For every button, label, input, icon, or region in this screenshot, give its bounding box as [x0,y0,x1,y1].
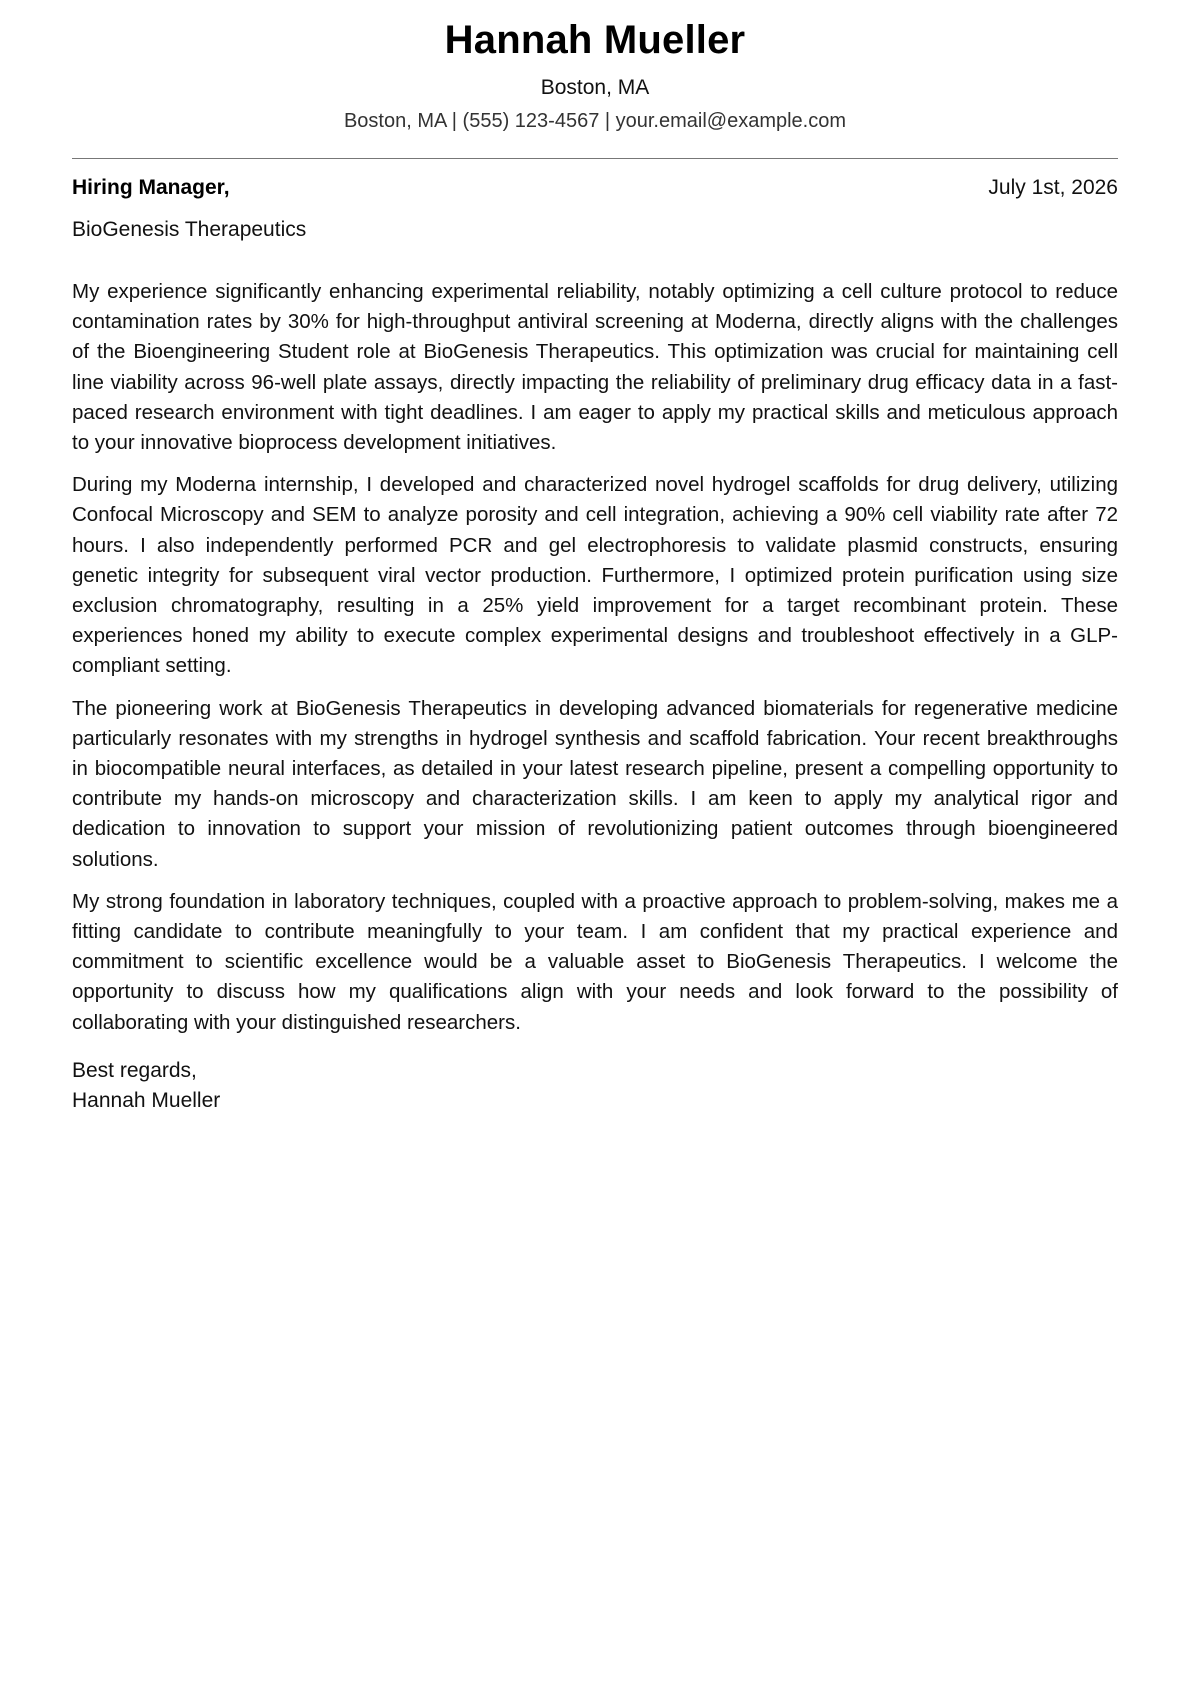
recipient-salutation: Hiring Manager, [72,176,230,199]
body-paragraph: The pioneering work at BioGenesis Therapeutics in developing advanced biomaterials for regenerative medicine particularly resonates with my strengths in hydrogel synthesis and scaffold fabrication. Your recent breakthroughs in biocompatible neural interfaces, as detailed in your latest research pipeline, present a compelling opportunity to contribute my hands-on microscopy and characterization skills. I am keen to apply my analytical rigor and dedication to innovation to support your mission of revolutionizing patient outcomes through bioengineered solutions. [72,696,1118,871]
applicant-name: Hannah Mueller [444,18,746,62]
closing-phrase: Best regards, [72,1058,197,1082]
signature-name: Hannah Mueller [72,1088,221,1112]
recipient-date-row [72,173,1118,203]
letter-body [72,277,1118,1038]
body-paragraph: My experience significantly enhancing experimental reliability, notably optimizing a cell culture protocol to reduce contamination rates by 30% for high-throughput antiviral screening at Moderna, directly aligns with the challenges of the Bioengineering Student role at BioGenesis Therapeutics. This optimization was crucial for maintaining cell line viability across 96-well plate assays, directly impacting the reliability of preliminary drug efficacy data in a fast-paced research environment with tight deadlines. I am eager to apply my practical skills and meticulous approach to your innovative bioprocess development initiatives. [72,280,1118,455]
company-name: BioGenesis Therapeutics [72,218,307,241]
letter-header [72,0,1118,134]
body-paragraph: My strong foundation in laboratory techniques, coupled with a proactive approach to problem-solving, makes me a fitting candidate to contribute meaningfully to your team. I am confident that my practical experience and commitment to scientific excellence would be a valuable asset to BioGenesis Therapeutics. I welcome the opportunity to discuss how my qualifications align with your needs and look forward to the possibility of collaborating with your distinguished researchers. [72,889,1118,1034]
letter-date: July 1st, 2026 [988,176,1118,199]
header-divider [72,158,1118,159]
applicant-location: Boston, MA [540,76,650,99]
signoff-block [72,1056,1118,1116]
body-paragraph: During my Moderna internship, I developed and characterized novel hydrogel scaffolds for drug delivery, utilizing Confocal Microscopy and SEM to analyze porosity and cell integration, achieving a 90% cell viability rate after 72 hours. I also independently performed PCR and gel electrophoresis to validate plasmid constructs, ensuring genetic integrity for subsequent viral vector production. Furthermore, I optimized protein purification using size exclusion chromatography, resulting in a 25% yield improvement for a target recombinant protein. These experiences honed my ability to execute complex experimental designs and troubleshoot effectively in a GLP-compliant setting. [72,473,1118,678]
contact-line: Boston, MA | (555) 123-4567 | your.email@example.com [343,110,847,132]
